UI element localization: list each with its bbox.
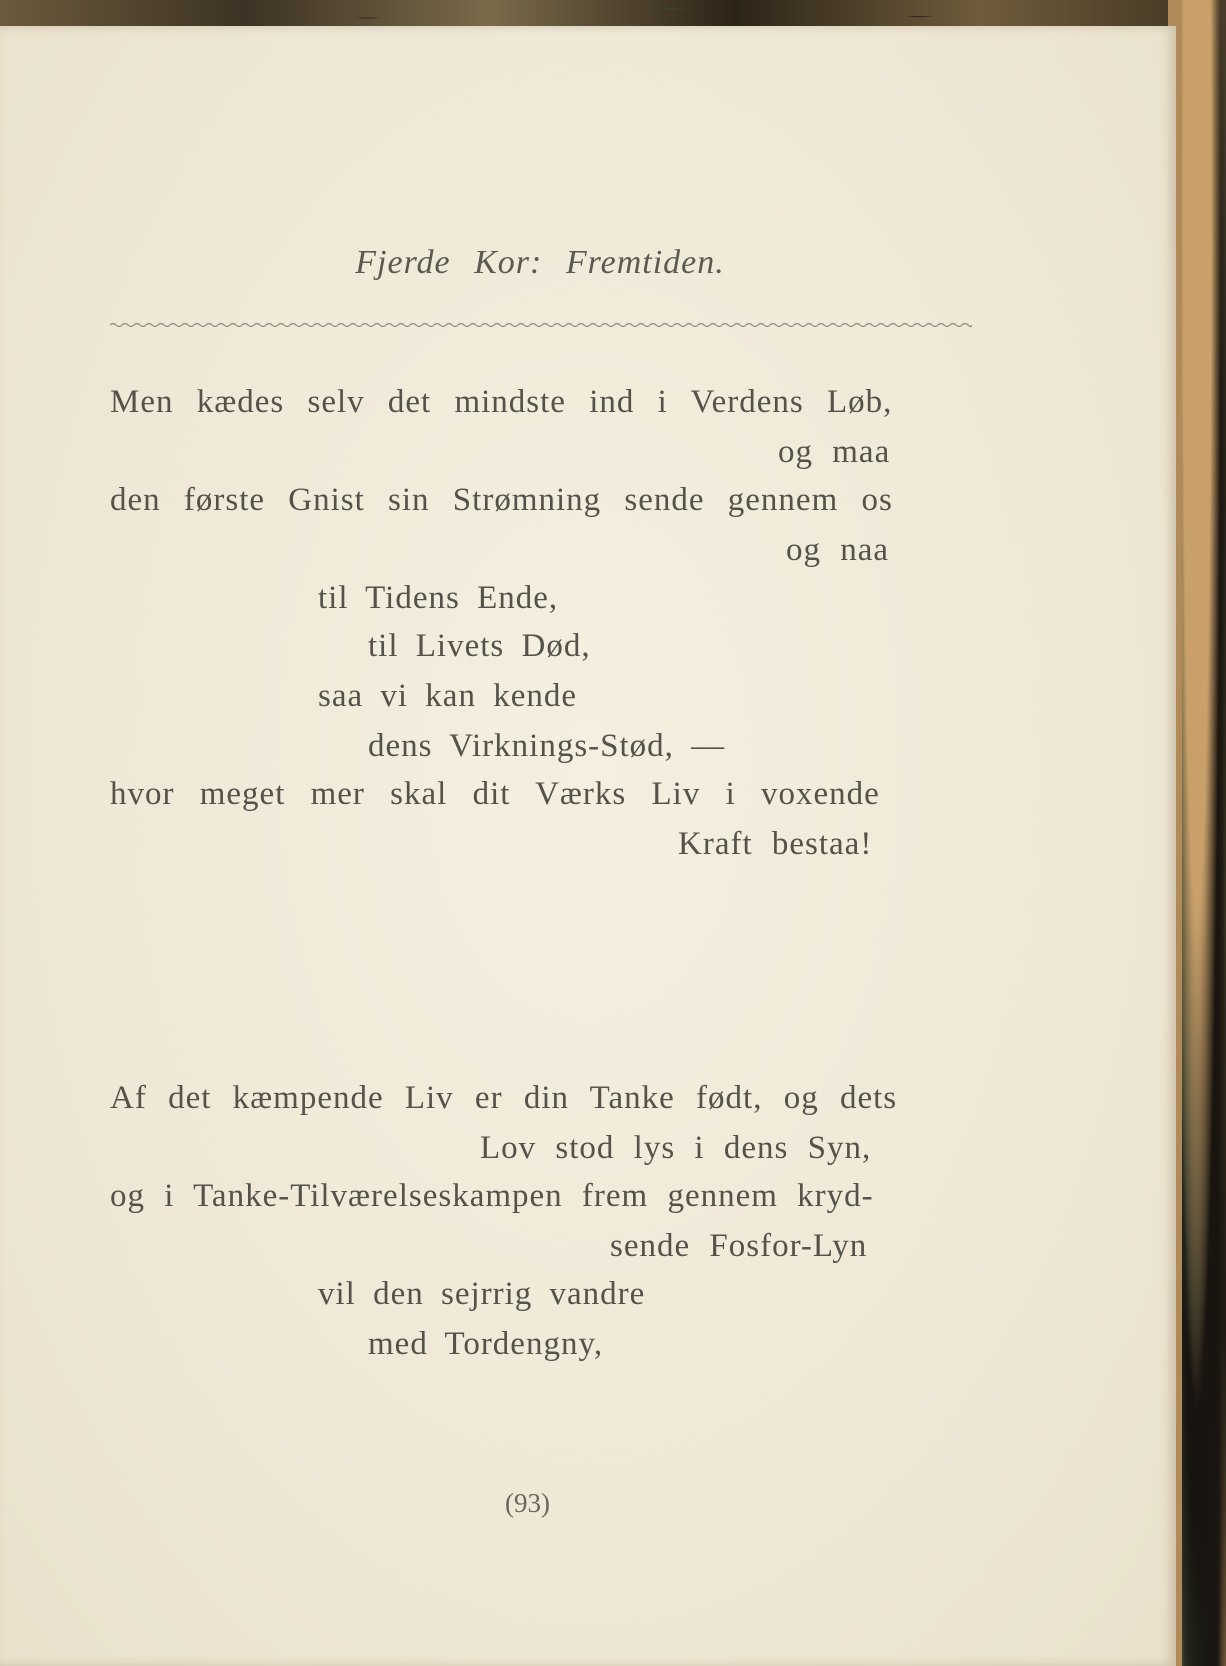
poem-line: saa vi kan kende [318, 678, 577, 714]
page-number: (93) [505, 1488, 550, 1518]
poem-line: og naa [786, 532, 890, 568]
poem-line: sende Fosfor-Lyn [610, 1228, 868, 1264]
book-page [0, 26, 1176, 1666]
decorative-wavy-rule [110, 321, 972, 329]
poem-line: Men kædes selv det mindste ind i Verdens Løb, [110, 384, 893, 420]
poem-line: og maa [778, 434, 891, 470]
poem-line: dens Virknings-Stød, — [368, 728, 726, 764]
poem-line: den første Gnist sin Strømning sende gennem os [110, 482, 893, 518]
poem-line: Af det kæmpende Liv er din Tanke født, og dets [110, 1080, 898, 1116]
poem-line: vil den sejrrig vandre [318, 1276, 646, 1312]
book-binding-edge [1168, 0, 1226, 1666]
poem-line: hvor meget mer skal dit Værks Liv i voxende [110, 776, 880, 812]
poem-line: og i Tanke-Tilværelseskampen frem gennem kryd- [110, 1178, 874, 1214]
poem-line: til Livets Død, [368, 628, 591, 664]
section-heading: Fjerde Kor: Fremtiden. [355, 244, 725, 281]
poem-line: til Tidens Ende, [318, 580, 559, 616]
poem-line: Lov stod lys i dens Syn, [480, 1130, 872, 1166]
poem-line: med Tordengny, [368, 1326, 604, 1362]
poem-line: Kraft bestaa! [678, 826, 873, 862]
